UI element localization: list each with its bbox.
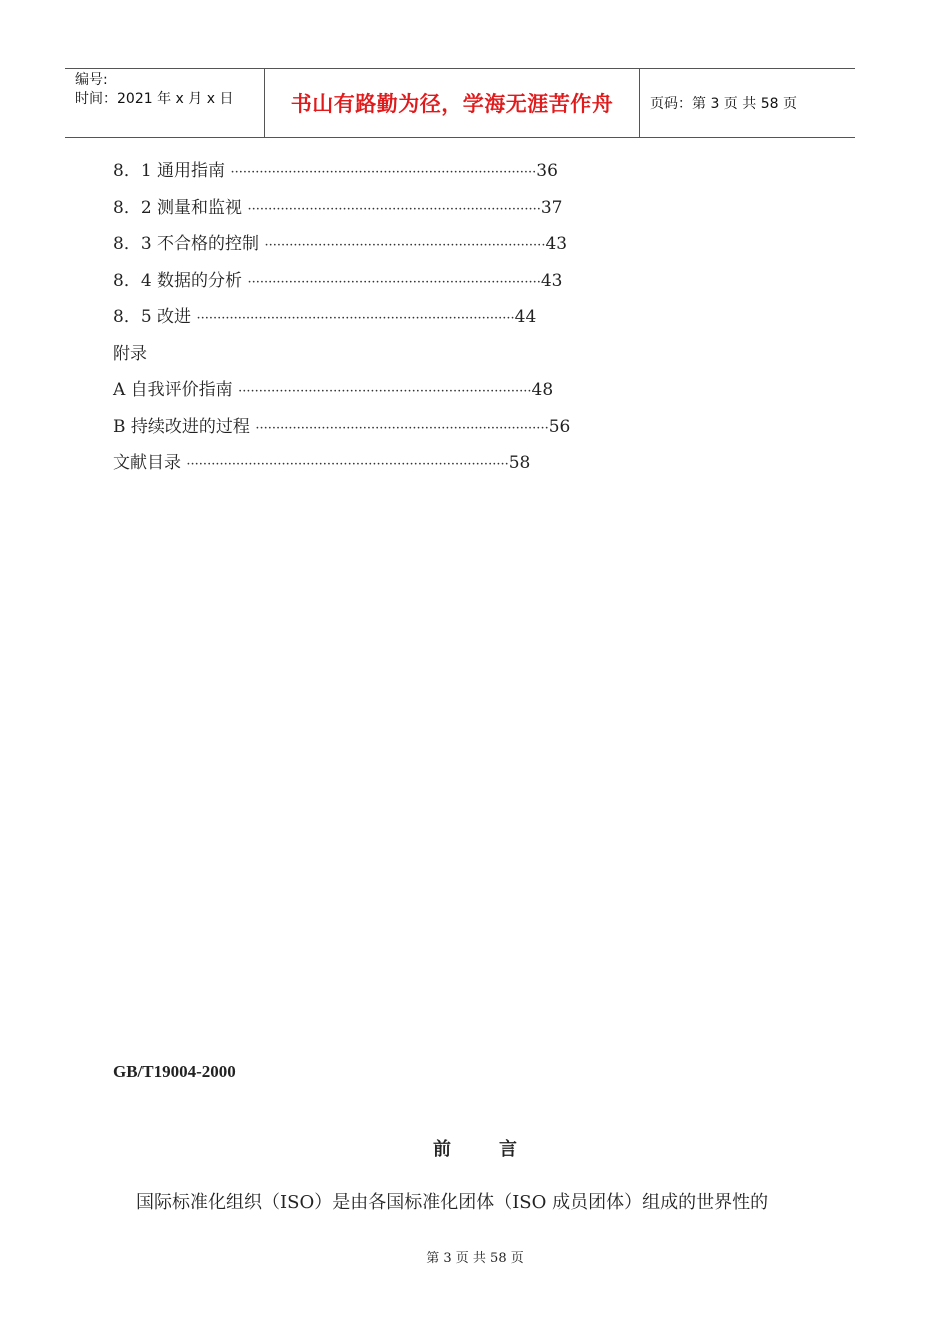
toc-entry-page: 43	[540, 270, 563, 291]
toc-entry-title: 8．4 数据的分析	[113, 270, 243, 291]
toc-entry[interactable]	[113, 190, 570, 227]
toc-entry[interactable]	[113, 263, 570, 300]
toc-entry-title: 8．5 改进	[113, 307, 192, 327]
page-footer: 第 3 页 共 58 页	[426, 1251, 524, 1266]
toc-entry-title: A 自我评价指南	[113, 380, 233, 400]
toc-entry-title: 附录	[113, 343, 147, 364]
toc-leader-dots: ·······································································	[255, 420, 549, 436]
toc-entry-page: 48	[531, 380, 554, 400]
document-date: 时间：2021 年 x 月 x 日	[75, 91, 234, 107]
document-code-label: 编号:	[75, 72, 108, 88]
toc-leader-dots: ·············································································	[196, 311, 515, 326]
toc-entry[interactable]	[113, 226, 570, 263]
toc-entry-title: 8．3 不合格的控制	[113, 234, 260, 254]
toc-entry-page: 43	[545, 234, 568, 254]
preface-paragraph: 国际标准化组织（ISO）是由各国标准化团体（ISO 成员团体）组成的世界性的	[136, 1192, 769, 1213]
toc-entry-title: 8．1 通用指南	[113, 161, 226, 181]
toc-entry[interactable]	[113, 409, 570, 446]
toc-leader-dots: ····································································	[264, 238, 546, 253]
toc-entry-title: B 持续改进的过程	[113, 416, 250, 437]
toc-leader-dots: ·······································································	[238, 384, 532, 399]
toc-entry[interactable]	[113, 153, 570, 190]
toc-entry-page: 56	[548, 416, 571, 437]
toc-entry[interactable]	[113, 445, 570, 482]
toc-section-heading	[113, 336, 570, 373]
header-motto: 书山有路勤为径，学海无涯苦作舟	[265, 69, 640, 137]
toc-leader-dots: ··············································································	[186, 457, 509, 472]
toc-entry-page: 37	[540, 197, 563, 218]
toc-entry-page: 58	[508, 453, 531, 473]
page-header	[65, 68, 855, 138]
header-page-info: 页码：第 3 页 共 58 页	[650, 96, 797, 112]
toc-entry-page: 36	[536, 161, 558, 181]
header-meta	[65, 69, 265, 137]
standard-code: GB/T19004-2000	[113, 1062, 236, 1081]
toc-leader-dots: ·······································································	[247, 201, 541, 217]
table-of-contents	[113, 153, 570, 482]
toc-entry[interactable]	[113, 299, 570, 336]
toc-entry-page: 44	[514, 307, 537, 327]
preface-title: 前言	[433, 1139, 565, 1160]
toc-leader-dots: ·······································································	[247, 274, 541, 290]
toc-leader-dots: ··········································································	[230, 165, 537, 180]
toc-entry-title: 8．2 测量和监视	[113, 197, 243, 218]
toc-entry-title: 文献目录	[113, 453, 181, 473]
toc-entry[interactable]	[113, 372, 570, 409]
